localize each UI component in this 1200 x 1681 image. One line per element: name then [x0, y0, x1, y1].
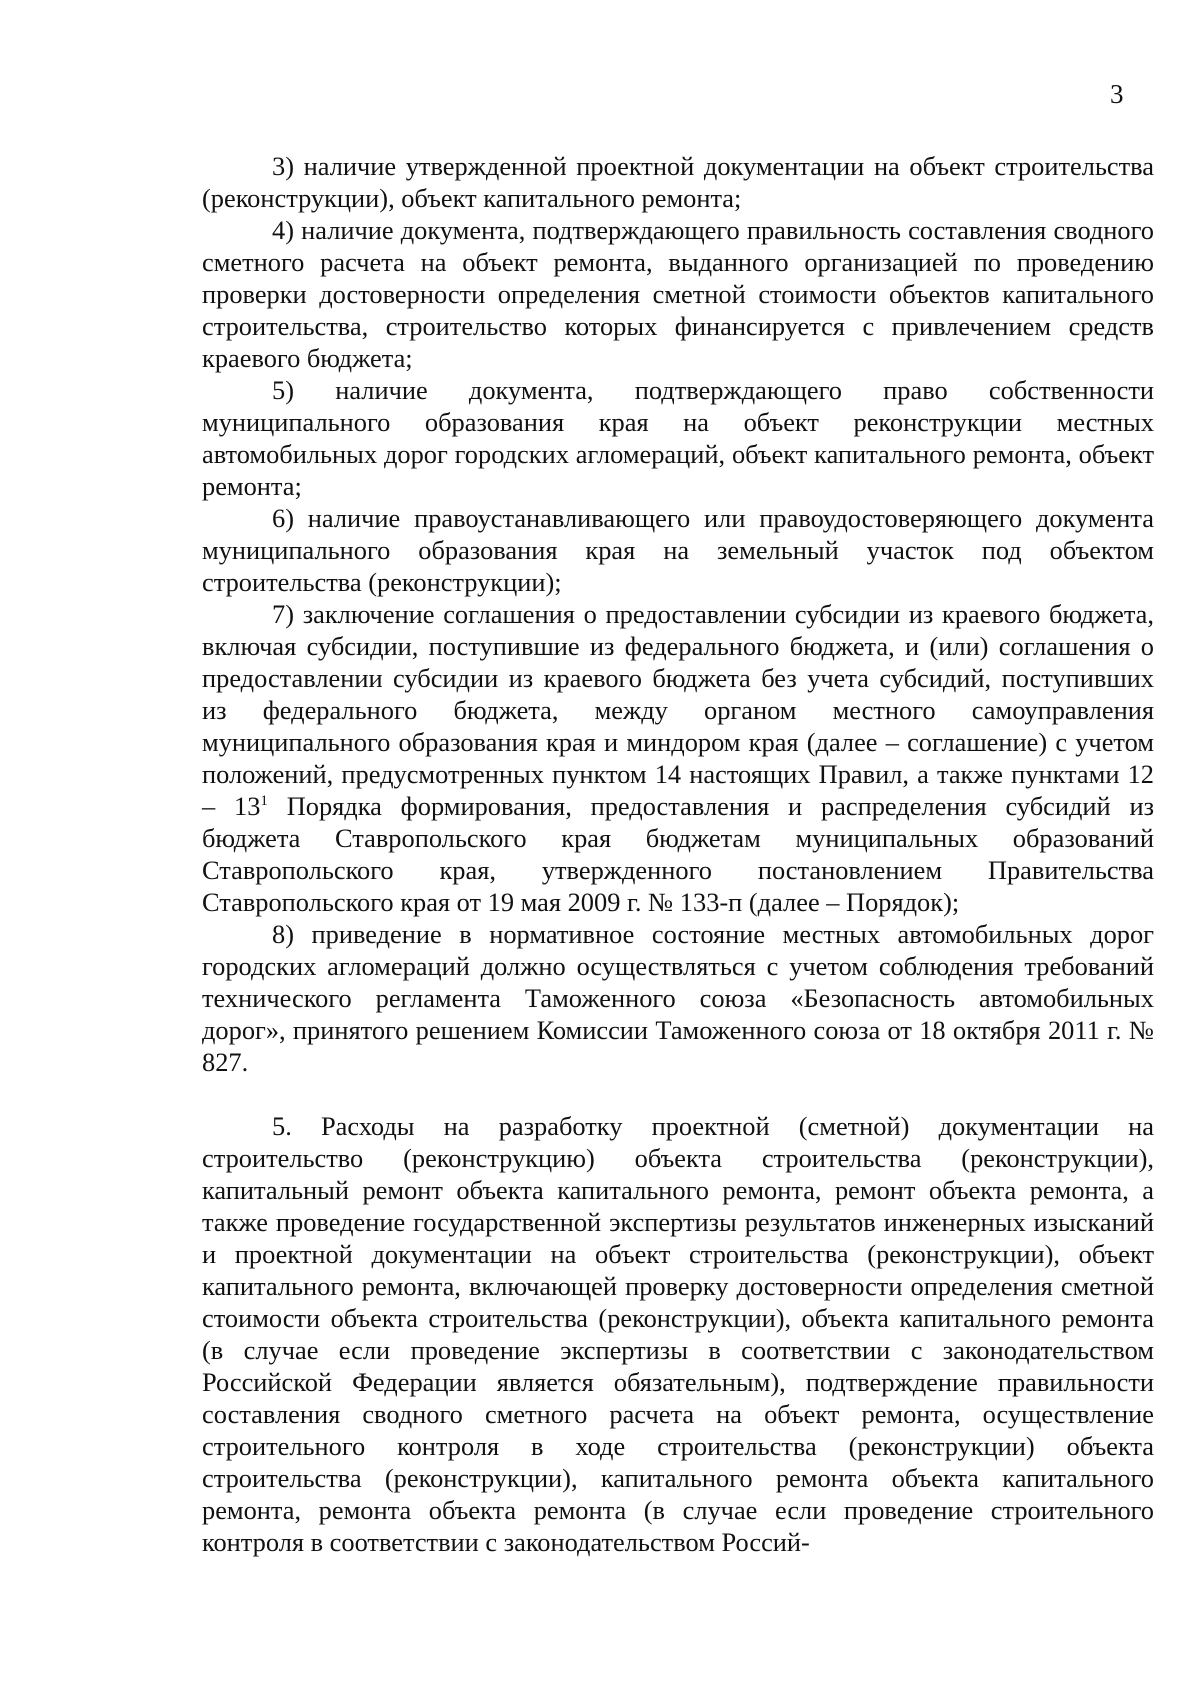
- paragraph-item-4: 4) наличие документа, подтверждающего правильность составления сводного сметного расчета на объект ремонта, выданного организацией по проведению проверки достоверности определения сметной стоимости объектов капитального строительства, строительство которых финансируется с привлечением средств краевого бюджета;: [202, 215, 1154, 373]
- superscript-marker: 1: [260, 793, 268, 809]
- paragraph-section-5: 5. Расходы на разработку проектной (сметной) документации на строительство (реконструкцию) объекта строительства (реконструкции), капитальный ремонт объекта капитального ремонта, ремонт объекта ремонта, а также проведение государственной экспертизы результатов инженерных изысканий и проектной документации на объект строительства (реконструкции), объект капитального ремонта, включающей проверку достоверности определения сметной стоимости объекта строительства (реконструкции), объекта капитального ремонта (в случае если проведение экспертизы в соответствии с законодательством Российской Федерации является обязательным), подтверждение правильности составления сводного сметного расчета на объект ремонта, осуществление строительного контроля в ходе строительства (реконструкции) объекта строительства (реконструкции), капитального ремонта объекта капитального ремонта, ремонта объекта ремонта (в случае если проведение строительного контроля в соответствии с законодательством Россий-: [202, 1111, 1154, 1557]
- paragraph-item-7-text-before: 7) заключение соглашения о предоставлении субсидии из краевого бюджета, включая субсидии, поступившие из федерального бюджета, и (или) соглашения о предоставлении субсидии из краевого бюджета без учета субсидий, поступивших из федерального бюджета, между органом местного самоуправления муниципального образования края и миндором края (далее – соглашение) с учетом положений, предусмотренных пунктом 14 настоящих Правил, а также пунктами 12 – 13: [202, 599, 1154, 821]
- paragraph-item-3: 3) наличие утвержденной проектной документации на объект строительства (реконструкции), объект капитального ремонта;: [202, 151, 1154, 213]
- document-body: [202, 150, 1154, 1558]
- paragraph-item-7-text-after: Порядка формирования, предоставления и распределения субсидий из бюджета Ставропольского края бюджетам муниципальных образований Ставропольского края, утвержденного постановлением Правительства Ставропольского края от 19 мая 2009 г. № 133-п (далее – Порядок);: [202, 791, 1154, 917]
- paragraph-item-6: 6) наличие правоустанавливающего или правоудостоверяющего документа муниципального образования края на земельный участок под объектом строительства (реконструкции);: [202, 503, 1154, 597]
- paragraph-item-8: 8) приведение в нормативное состояние местных автомобильных дорог городских агломераций должно осуществляться с учетом соблюдения требований технического регламента Таможенного союза «Безопасность автомобильных дорог», принятого решением Комиссии Таможенного союза от 18 октября 2011 г. № 827.: [202, 919, 1154, 1077]
- page-number: 3: [1110, 79, 1124, 109]
- paragraph-item-7: [202, 598, 1154, 918]
- paragraph-item-5: 5) наличие документа, подтверждающего право собственности муниципального образования края на объект реконструкции местных автомобильных дорог городских агломераций, объект капитального ремонта, объект ремонта;: [202, 375, 1154, 501]
